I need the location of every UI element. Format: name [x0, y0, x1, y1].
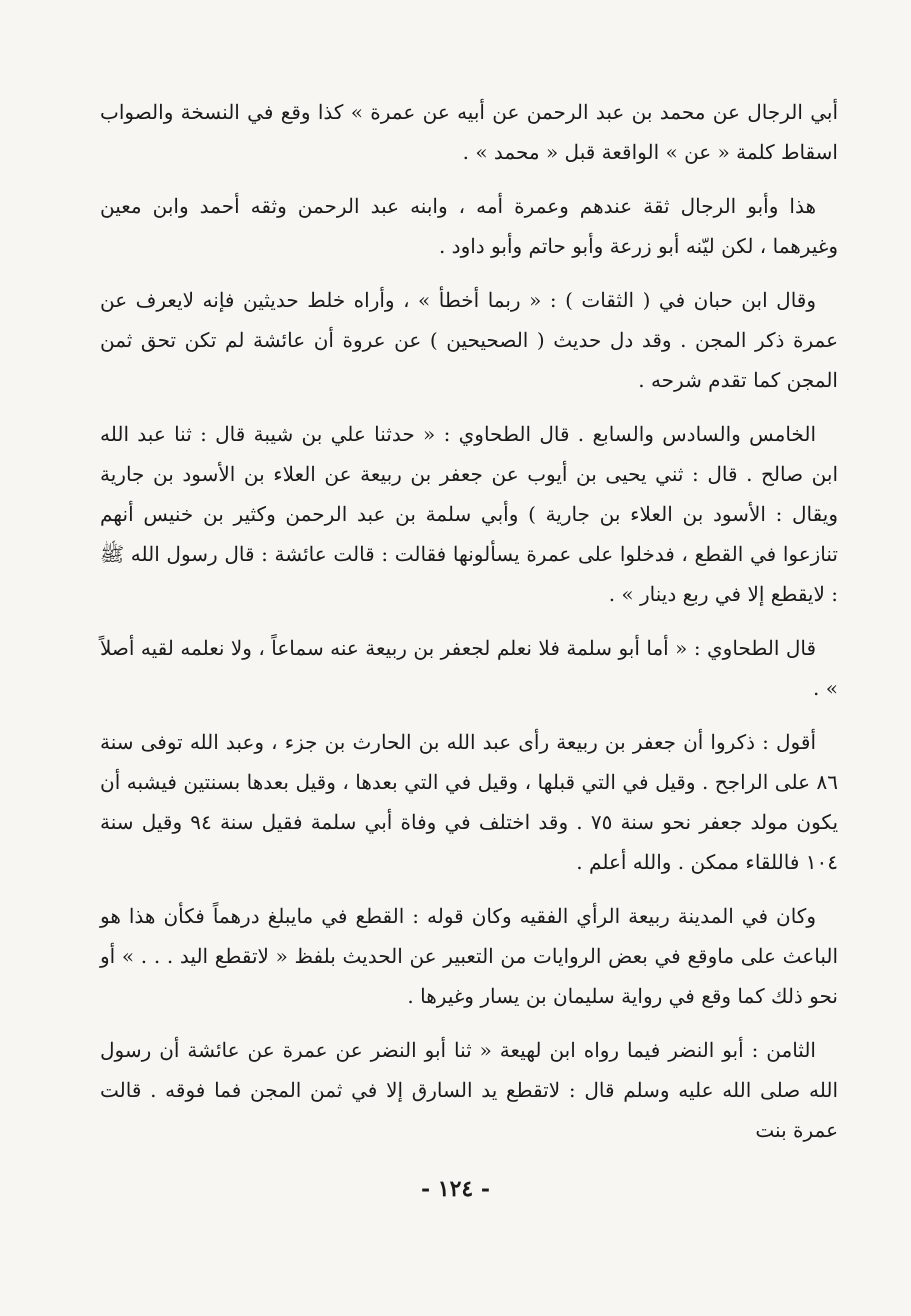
- paragraph-8: الثامن : أبو النضر فيما رواه ابن لهيعة « ثنا أبو النضر عن عمرة عن عائشة أن رسول الله صلى الله عليه وسلم قال : لاتقطع يد السارق إلا في ثمن المجن فما فوقه . قالت عمرة بنت: [100, 1038, 838, 1142]
- page-number: - ١٢٤ -: [420, 1176, 491, 1202]
- page-body: [100, 92, 838, 1164]
- paragraph-6: أقول : ذكروا أن جعفر بن ربيعة رأى عبد الله بن الحارث بن جزء ، وعبد الله توفى سنة ٨٦ على الراجح . وقيل في التي قبلها ، وقيل في التي بعدها ، وقيل بعدها بسنتين فيشبه أن يكون مولد جعفر نحو سنة ٧٥ . وقد اختلف في وفاة أبي سلمة فقيل سنة ٩٤ وقيل سنة ١٠٤ فاللقاء ممكن . والله أعلم .: [100, 730, 839, 874]
- paragraph-7: وكان في المدينة ربيعة الرأي الفقيه وكان قوله : القطع في مايبلغ درهماً فكأن هذا هو الباعث على ماوقع في بعض الروايات من التعبير عن الحديث بلفظ « لاتقطع اليد . . . » أو نحو ذلك كما وقع في رواية سليمان بن يسار وغيرها .: [100, 904, 838, 1008]
- paragraph-4: الخامس والسادس والسابع . قال الطحاوي : « حدثنا علي بن شيبة قال : ثنا عبد الله ابن صالح . قال : ثني يحيى بن أيوب عن جعفر بن ربيعة عن العلاء بن الأسود بن جارية ويقال : الأسود بن العلاء بن جارية ) وأبي سلمة بن عبد الرحمن وكثير بن خنيس أنهم تنازعوا في القطع ، فدخلوا على عمرة يسألونها فقالت : قالت عائشة : قال رسول الله ﷺ : لايقطع إلا في ربع دينار » .: [100, 422, 838, 606]
- paragraph-2: هذا وأبو الرجال ثقة عندهم وعمرة أمه ، وابنه عبد الرحمن وثقه أحمد وابن معين وغيرهما ، لكن ليّنه أبو زرعة وأبو حاتم وأبو داود .: [100, 194, 838, 258]
- paragraph-1: أبي الرجال عن محمد بن عبد الرحمن عن أبيه عن عمرة » كذا وقع في النسخة والصواب اسقاط كلمة « عن » الواقعة قبل « محمد » .: [100, 100, 838, 164]
- paragraph-3: وقال ابن حبان في ( الثقات ) : « ربما أخطأ » ، وأراه خلط حديثين فإنه لايعرف عن عمرة ذكر المجن . وقد دل حديث ( الصحيحين ) عن عروة أن عائشة لم تكن تحق ثمن المجن كما تقدم شرحه .: [100, 288, 838, 392]
- paragraph-5: قال الطحاوي : « أما أبو سلمة فلا نعلم لجعفر بن ربيعة عنه سماعاً ، ولا نعلمه لقيه أصلاً » .: [100, 636, 838, 700]
